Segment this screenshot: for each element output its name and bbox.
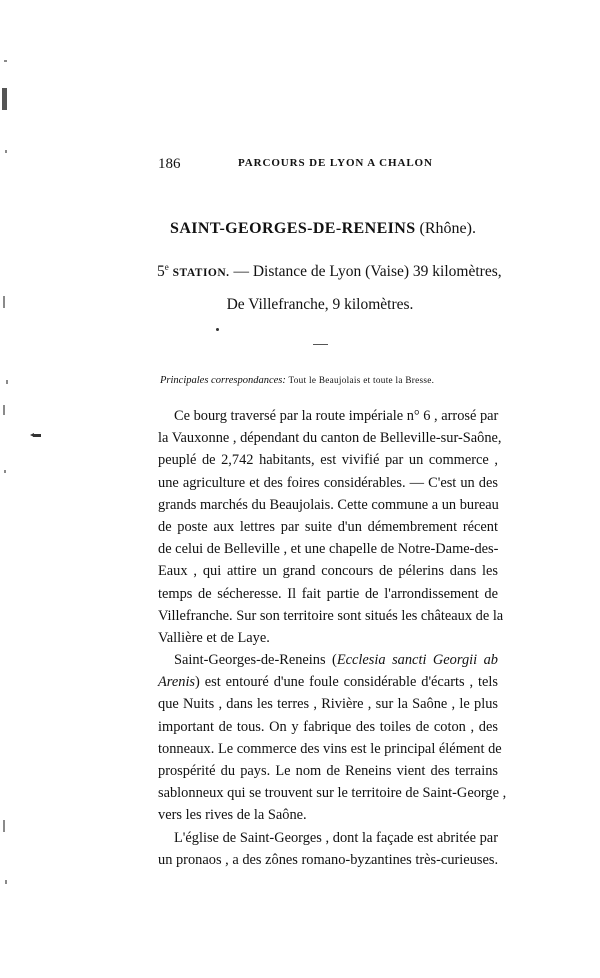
text-line: de celui de Belleville , et une chapelle de Notre-Dame-des-: [158, 541, 499, 558]
text-line: peuplé de 2,742 habitants, est vivifié par un commerce ,: [158, 452, 498, 469]
text-line: Saint-Georges-de-Reneins (Ecclesia sancti Georgii ab: [174, 652, 498, 669]
station-label: STATION.: [172, 267, 230, 280]
text-line: sablonneux qui se trouvent sur le territoire de Saint-George ,: [158, 785, 507, 802]
distance-villefranche: De Villefranche, 9 kilomètres.: [226, 296, 414, 313]
speck: [3, 405, 5, 415]
text-line: L'église de Saint-Georges , dont la façade est abritée par: [174, 829, 498, 846]
place-region: (Rhône).: [419, 220, 476, 237]
station-number: 5: [157, 263, 165, 281]
text-line: une agriculture et des foires considérables. — C'est un des: [158, 474, 498, 491]
text-line: important de tous. On y fabrique des toiles de coton , des: [158, 718, 498, 735]
speck: [6, 380, 8, 384]
text-line: temps de sécheresse. Il fait partie de l'arrondissement de: [158, 585, 498, 602]
text-line: Vallière et de Laye.: [158, 629, 270, 646]
speck: [5, 150, 7, 153]
text-line: Eaux , qui attire un grand concours de pélerins dans les: [158, 563, 498, 580]
speck: [2, 88, 7, 110]
text-line: Arenis) est entouré d'une foule considérable d'écarts , tels: [158, 674, 498, 691]
text-line: Ce bourg traversé par la route impériale n° 6 , arrosé par: [174, 408, 499, 424]
text-line: grands marchés du Beaujolais. Cette commune a un bureau: [158, 496, 499, 513]
ink-dot: [216, 328, 219, 331]
correspondances-line: [160, 375, 520, 386]
correspondances-value: Tout le Beaujolais et toute la Bresse.: [288, 375, 435, 385]
body-text: [158, 405, 507, 871]
station-line: [157, 262, 517, 281]
running-title: PARCOURS DE LYON A CHALON: [238, 157, 433, 169]
station-distance: — Distance de Lyon (Vaise) 39 kilomètres,: [229, 263, 502, 281]
section-rule: [313, 344, 328, 345]
text-line: prospérité du pays. Le nom de Reneins vient des terrains: [158, 763, 498, 779]
station-ordinal: e: [164, 262, 169, 272]
text-line: la Vauxonne , dépendant du canton de Belleville-sur-Saône,: [158, 430, 502, 447]
page-number: 186: [158, 156, 181, 172]
speck: [5, 880, 7, 884]
speck: [4, 470, 6, 473]
place-name: SAINT-GEORGES-DE-RENEINS: [170, 220, 416, 237]
place-heading: [0, 220, 600, 238]
text-line: un pronaos , a des zônes romano-byzantines très-curieuses.: [158, 851, 499, 868]
speck: [4, 60, 7, 62]
running-head: [158, 156, 510, 174]
text-line: Villefranche. Sur son territoire sont situés les châteaux de la: [158, 607, 504, 624]
scan-margin-specks: [0, 0, 26, 978]
text-line: tonneaux. Le commerce des vins est le principal élément de: [158, 740, 502, 757]
text-line: de poste aux lettres par suite d'un démembrement récent: [158, 518, 498, 535]
text-line: vers les rives de la Saône.: [158, 807, 307, 824]
correspondances-label: Principales correspondances:: [160, 375, 286, 386]
speck: [3, 820, 5, 832]
margin-arrow-mark: [33, 434, 41, 437]
text-line: que Nuits , dans les terres , Rivière , sur la Saône , le plus: [158, 696, 498, 713]
